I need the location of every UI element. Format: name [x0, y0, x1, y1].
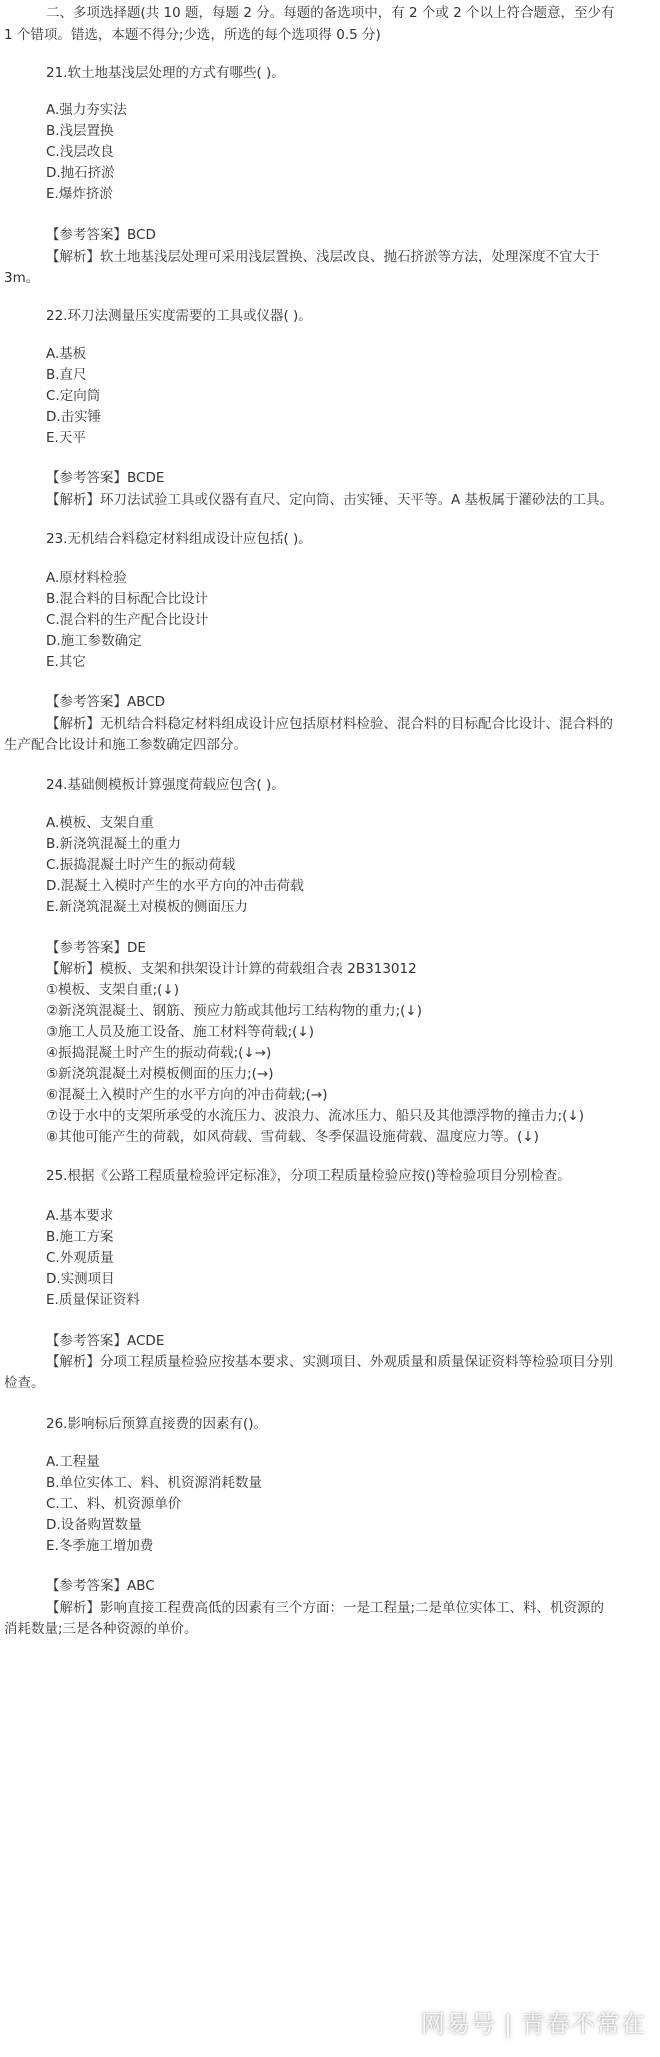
option: D.施工参数确定: [46, 633, 142, 649]
option: B.混合料的目标配合比设计: [46, 591, 209, 607]
source-watermark: [421, 2004, 646, 2039]
watermark-author: 青春不常在: [521, 2010, 646, 2038]
option: B.施工方案: [46, 1229, 114, 1245]
analysis: 【解析】分项工程质量检验应按基本要求、实测项目、外观质量和质量保证资料等检验项目分别: [46, 1354, 613, 1370]
analysis: 【解析】影响直接工程费高低的因素有三个方面：一是工程量;二是单位实体工、料、机资源的: [46, 1600, 605, 1616]
section-heading-cont: 1 个错项。错选，本题不得分;少选，所选的每个选项得 0.5 分): [4, 27, 381, 43]
option: B.直尺: [46, 367, 87, 383]
option: D.设备购置数量: [46, 1517, 142, 1533]
analysis: 【解析】软土地基浅层处理可采用浅层置换、浅层改良、抛石挤淤等方法，处理深度不宜大于: [46, 249, 600, 265]
option: A.工程量: [46, 1454, 100, 1470]
option: E.新浇筑混凝土对模板的侧面压力: [46, 899, 248, 915]
answer-key: 【参考答案】BCD: [46, 227, 156, 243]
question-stem: 21.软土地基浅层处理的方式有哪些( )。: [46, 65, 285, 81]
watermark-separator: |: [503, 2010, 513, 2038]
option: E.其它: [46, 654, 86, 670]
option: C.振捣混凝土时产生的振动荷载: [46, 857, 236, 873]
option: D.实测项目: [46, 1271, 115, 1287]
answer-key: 【参考答案】BCDE: [46, 470, 165, 486]
analysis-item: ⑦设于水中的支架所承受的水流压力、波浪力、流冰压力、船只及其他漂浮物的撞击力;(↓): [46, 1108, 584, 1124]
option: C.定向筒: [46, 388, 101, 404]
option: E.天平: [46, 430, 86, 446]
analysis: 【解析】环刀法试验工具或仪器有直尺、定向筒、击实锤、天平等。A 基板属于灌砂法的工具。: [46, 492, 614, 508]
answer-key: 【参考答案】ACDE: [46, 1333, 165, 1349]
option: B.新浇筑混凝土的重力: [46, 836, 182, 852]
option: C.浅层改良: [46, 144, 114, 160]
analysis: 【解析】模板、支架和拱架设计计算的荷载组合表 2B313012: [46, 961, 417, 977]
option: D.抛石挤淤: [46, 165, 115, 181]
analysis-cont: 检查。: [4, 1375, 45, 1391]
analysis-cont: 3m。: [4, 270, 40, 286]
option: E.爆炸挤淤: [46, 186, 113, 202]
option: C.外观质量: [46, 1250, 114, 1266]
option: E.质量保证资料: [46, 1292, 140, 1308]
option: B.浅层置换: [46, 123, 114, 139]
option: D.击实锤: [46, 409, 102, 425]
option: E.冬季施工增加费: [46, 1538, 154, 1554]
question-stem: 23.无机结合料稳定材料组成设计应包括( )。: [46, 531, 312, 547]
answer-key: 【参考答案】ABC: [46, 1578, 155, 1594]
option: A.基本要求: [46, 1208, 114, 1224]
analysis-cont: 消耗数量;三是各种资源的单价。: [4, 1621, 198, 1637]
answer-key: 【参考答案】ABCD: [46, 694, 166, 710]
analysis-item: ⑥混凝土入模时产生的水平方向的冲击荷载;(→): [46, 1087, 328, 1103]
watermark-source: 网易号: [420, 2010, 496, 2038]
option: B.单位实体工、料、机资源消耗数量: [46, 1475, 263, 1491]
analysis-item: ①模板、支架自重;(↓): [46, 982, 179, 998]
option: A.原材料检验: [46, 570, 127, 586]
analysis-item: ③施工人员及施工设备、施工材料等荷载;(↓): [46, 1024, 314, 1040]
analysis: 【解析】无机结合料稳定材料组成设计应包括原材料检验、混合料的目标配合比设计、混合料的: [46, 716, 613, 732]
option: A.基板: [46, 346, 87, 362]
answer-key: 【参考答案】DE: [46, 940, 146, 956]
analysis-cont: 生产配合比设计和施工参数确定四部分。: [4, 737, 247, 753]
option: A.强力夯实法: [46, 102, 127, 118]
option: D.混凝土入模时产生的水平方向的冲击荷载: [46, 878, 304, 894]
question-stem: 26.影响标后预算直接费的因素有()。: [46, 1416, 268, 1432]
option: C.工、料、机资源单价: [46, 1496, 182, 1512]
option: C.混合料的生产配合比设计: [46, 612, 209, 628]
question-stem: 24.基础侧模板计算强度荷载应包含( )。: [46, 777, 285, 793]
analysis-item: ④振捣混凝土时产生的振动荷载;(↓→): [46, 1045, 272, 1061]
question-stem: 25.根据《公路工程质量检验评定标准》，分项工程质量检验应按()等检验项目分别检查。: [46, 1168, 571, 1184]
option: A.模板、支架自重: [46, 815, 154, 831]
analysis-item: ⑧其他可能产生的荷载，如风荷载、雪荷载、冬季保温设施荷载、温度应力等。(↓): [46, 1129, 539, 1145]
analysis-item: ⑤新浇筑混凝土对模板侧面的压力;(→): [46, 1066, 274, 1082]
analysis-item: ②新浇筑混凝土、钢筋、预应力筋或其他圬工结构物的重力;(↓): [46, 1003, 422, 1019]
question-stem: 22.环刀法测量压实度需要的工具或仪器( )。: [46, 308, 312, 324]
section-heading: 二、多项选择题(共 10 题，每题 2 分。每题的备选项中，有 2 个或 2 个以上符合题意，至少有: [46, 5, 615, 21]
